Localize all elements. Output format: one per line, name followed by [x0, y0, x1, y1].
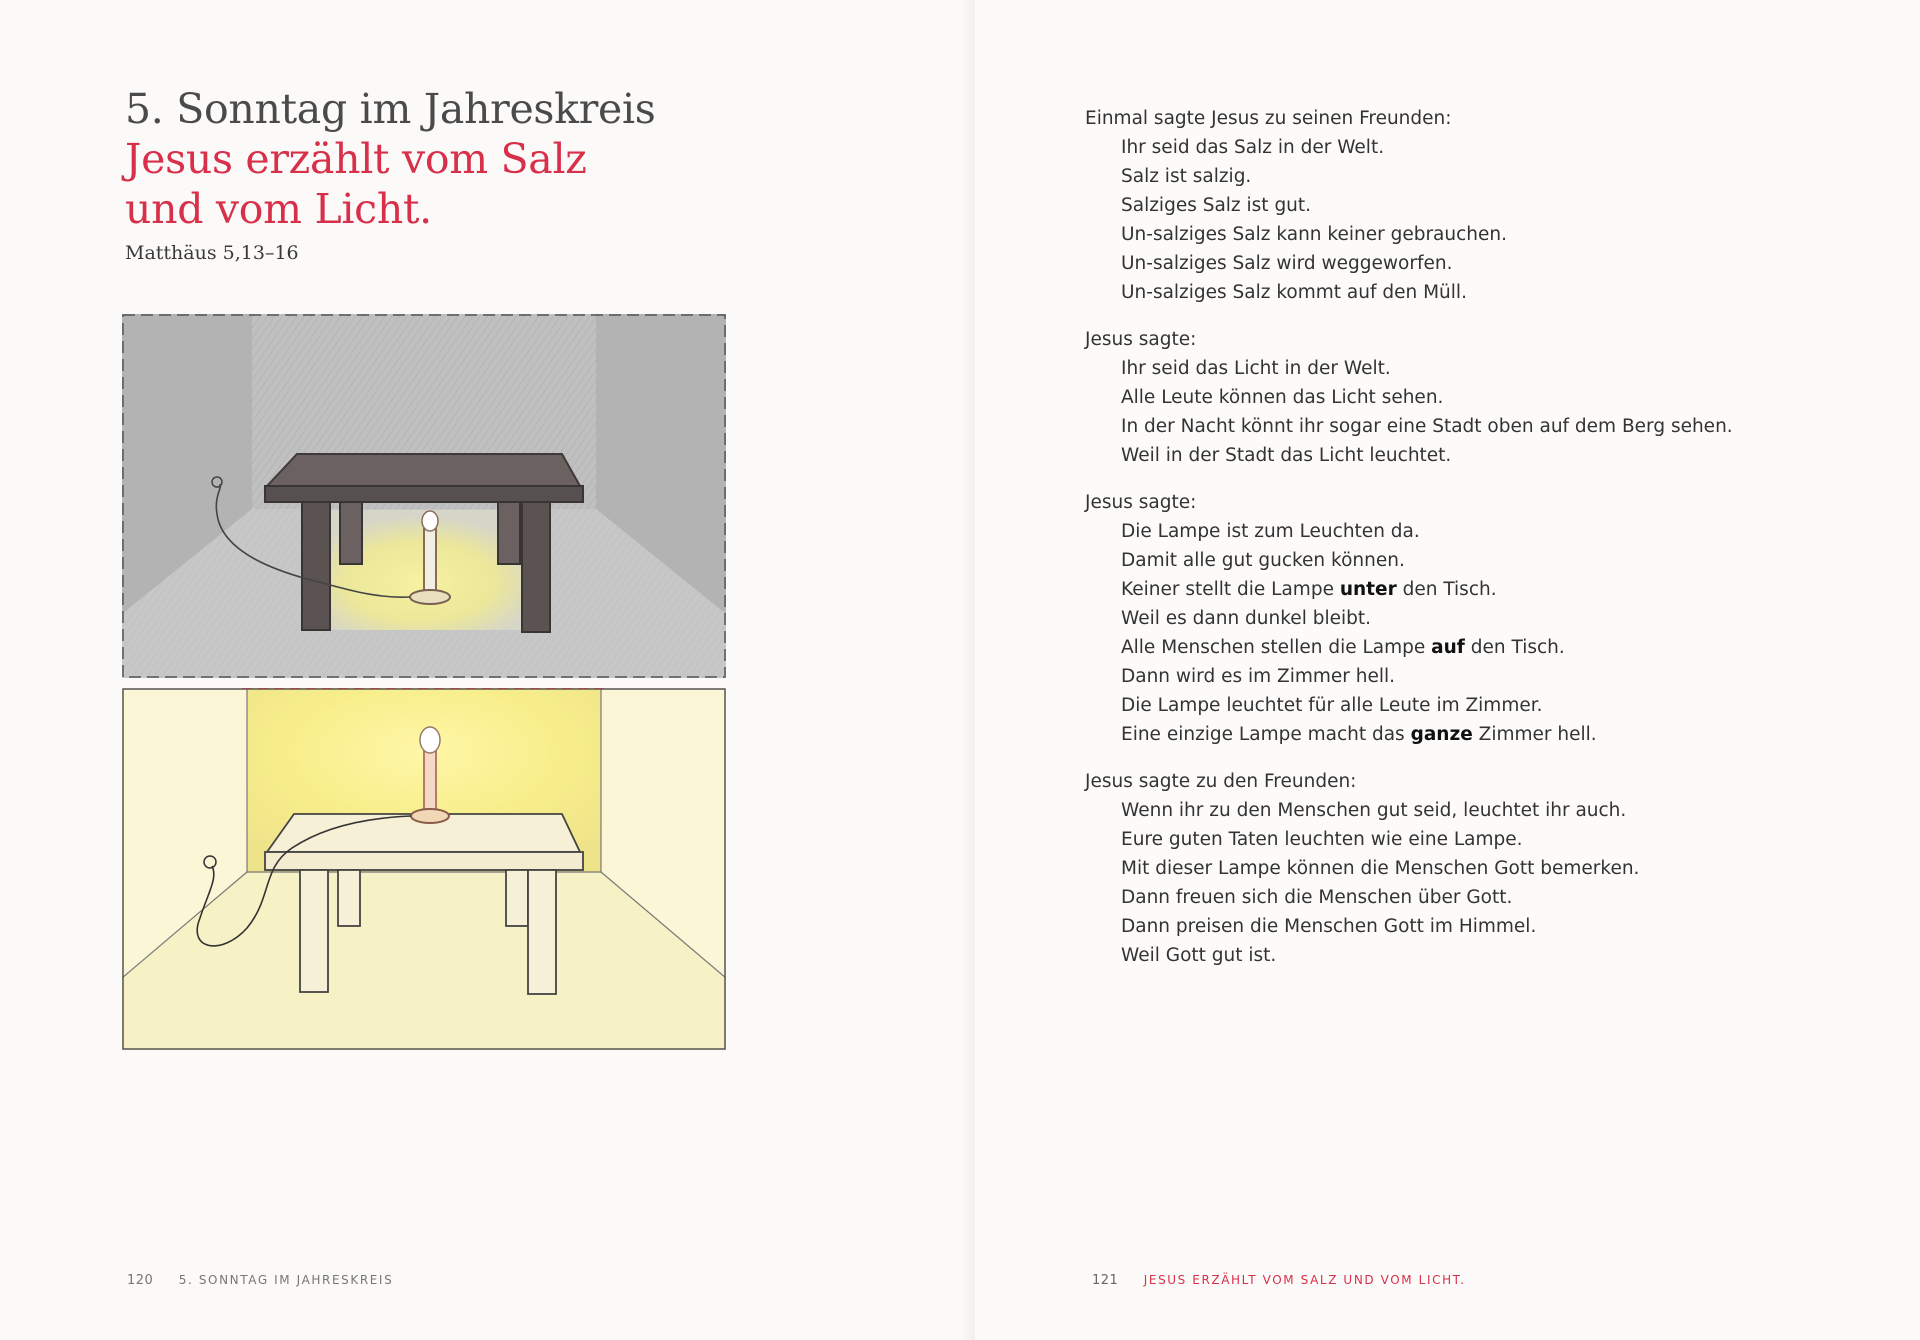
stanza-intro: Jesus sagte zu den Freunden:	[1085, 771, 1357, 792]
verse-line: Weil in der Stadt das Licht leuchtet.	[1121, 445, 1452, 466]
table-lamp-on-table-drawing	[122, 688, 726, 1050]
verse-line: Un-salziges Salz wird weggeworfen.	[1121, 253, 1453, 274]
verse-line: Salziges Salz ist gut.	[1121, 195, 1312, 216]
bible-reference: Matthäus 5,13–16	[125, 242, 299, 264]
verse-line: Dann preisen die Menschen Gott im Himmel.	[1121, 916, 1537, 937]
stanza-intro: Jesus sagte:	[1085, 329, 1197, 350]
page-title: 5. Sonntag im Jahreskreis	[125, 85, 656, 133]
verse-emphasis: auf	[1431, 637, 1465, 658]
verse-line: Die Lampe leuchtet für alle Leute im Zimmer.	[1121, 695, 1543, 716]
verse-line: Un-salziges Salz kann keiner gebrauchen.	[1121, 224, 1508, 245]
verse-line: In der Nacht könnt ihr sogar eine Stadt oben auf dem Berg sehen.	[1121, 416, 1733, 437]
verse-line: Wenn ihr zu den Menschen gut seid, leuchtet ihr auch.	[1121, 800, 1627, 821]
bible-text	[1085, 104, 1865, 988]
verse-line: Eure guten Taten leuchten wie eine Lampe.	[1121, 829, 1523, 850]
stanza	[1085, 104, 1865, 307]
footer-right	[1092, 1273, 1466, 1288]
verse-text: den Tisch.	[1464, 637, 1565, 658]
stanza	[1085, 488, 1865, 749]
verse-text: den Tisch.	[1396, 579, 1497, 600]
verse-line: Dann freuen sich die Menschen über Gott.	[1121, 887, 1513, 908]
verse-line: Alle Leute können das Licht sehen.	[1121, 387, 1444, 408]
stanza-intro: Einmal sagte Jesus zu seinen Freunden:	[1085, 108, 1452, 129]
verse-line: Die Lampe ist zum Leuchten da.	[1121, 521, 1420, 542]
verse-emphasis: ganze	[1410, 724, 1473, 745]
page-subtitle: Jesus erzählt vom Salz und vom Licht.	[125, 135, 587, 233]
verse-text: Eine einzige Lampe macht das	[1121, 724, 1411, 745]
stanza-intro: Jesus sagte:	[1085, 492, 1197, 513]
verse-line: Mit dieser Lampe können die Menschen Gott bemerken.	[1121, 858, 1640, 879]
title-block	[125, 84, 825, 264]
verse-line: Ihr seid das Licht in der Welt.	[1121, 358, 1391, 379]
verse-line: Ihr seid das Salz in der Welt.	[1121, 137, 1385, 158]
verse-line: Un-salziges Salz kommt auf den Müll.	[1121, 282, 1467, 303]
verse-text: Alle Menschen stellen die Lampe	[1121, 637, 1432, 658]
verse-line: Salz ist salzig.	[1121, 166, 1252, 187]
verse-line: Weil Gott gut ist.	[1121, 945, 1277, 966]
stanza	[1085, 767, 1865, 970]
page-number-left: 120	[127, 1273, 154, 1288]
stanza	[1085, 325, 1865, 470]
verse-line: Weil es dann dunkel bleibt.	[1121, 608, 1371, 629]
verse-line: Dann wird es im Zimmer hell.	[1121, 666, 1396, 687]
table-lamp-under-table-drawing	[122, 314, 726, 678]
page-number-right: 121	[1092, 1273, 1119, 1288]
verse-line	[1085, 720, 1865, 749]
verse-line	[1085, 575, 1865, 604]
footer-left	[127, 1273, 393, 1288]
verse-emphasis: unter	[1339, 579, 1397, 600]
running-footer-left: 5. SONNTAG IM JAHRESKREIS	[178, 1273, 394, 1287]
verse-text: Zimmer hell.	[1472, 724, 1597, 745]
verse-line	[1085, 633, 1865, 662]
running-footer-right: JESUS ERZÄHLT VOM SALZ UND VOM LICHT.	[1143, 1273, 1466, 1287]
illustration-lamp-on-table	[122, 688, 726, 1050]
illustration-lamp-under-table	[122, 314, 726, 678]
verse-line: Damit alle gut gucken können.	[1121, 550, 1405, 571]
verse-text: Keiner stellt die Lampe	[1121, 579, 1340, 600]
